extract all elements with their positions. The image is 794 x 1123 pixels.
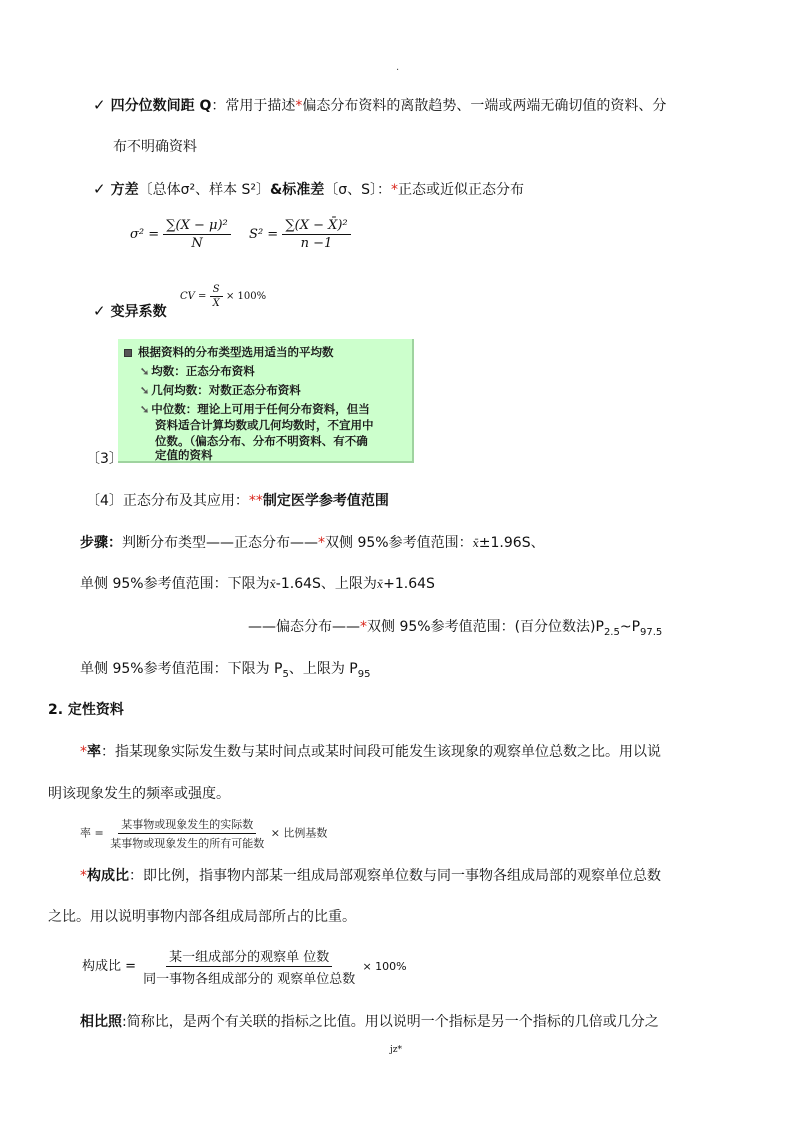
cv-lhs: CV	[180, 291, 195, 302]
steps-text: ~P	[619, 619, 641, 635]
steps-star: *	[360, 619, 367, 635]
iqr-star: *	[295, 98, 303, 114]
figure-item	[140, 382, 301, 398]
check-icon: ✓	[93, 96, 106, 114]
iqr-colon: ：常用于描述	[211, 98, 296, 114]
rate-formula-lhs: 率 =	[80, 826, 104, 840]
ratio-formula-times: × 100%	[362, 960, 407, 973]
steps-text: 单侧 95%参考值范围：下限为 P	[80, 661, 283, 677]
ratio-formula-lhs: 构成比 =	[82, 959, 137, 974]
item-4-line	[86, 491, 389, 511]
arrow-bullet-icon: ➘	[140, 365, 150, 378]
ratio-star: *	[80, 868, 87, 884]
variance-star: *	[391, 182, 398, 198]
figure-item-text: 几何均数：对数正态分布资料	[151, 383, 301, 397]
cv-line	[93, 301, 167, 322]
figure-title-line	[124, 344, 334, 360]
steps-line-4	[80, 659, 370, 679]
arrow-bullet-icon: ➘	[140, 384, 150, 397]
item-3-label: 〔3〕	[86, 451, 123, 467]
ratio-formula-den: 同一事物各组成部分的 观察单位总数	[143, 972, 356, 987]
steps-line-3	[248, 617, 662, 637]
rate-star: *	[80, 744, 87, 760]
ratio-line-1	[80, 866, 661, 886]
formula-s-lhs: S²	[249, 227, 264, 242]
rate-line-2: 明该现象发生的频率或强度。	[48, 786, 230, 802]
steps-text: 判断分布类型——正态分布——	[122, 535, 318, 551]
steps-text: 双侧 95%参考值范围：(百分位数法)P	[367, 619, 604, 635]
rate-desc: ：指某现象实际发生数与某时间点或某时间段可能发生该现象的观察单位总数之比。用以说	[101, 744, 661, 760]
steps-line-1	[80, 533, 545, 554]
relative-label: 相比照	[80, 1014, 122, 1030]
variance-line	[93, 179, 524, 200]
variance-formulas: σ² = $\frac{\text{∑(X − μ)²}}{N}$ S² = $\frac{\text{∑(X − X̄)²}}{n -1}$	[130, 218, 351, 251]
mean-selection-figure	[118, 339, 414, 463]
cv-formula: CV = $\frac{S}{X̄}$ × 100%	[180, 284, 267, 309]
ratio-label: 构成比	[87, 868, 129, 884]
steps-line-2	[80, 574, 435, 595]
iqr-desc-cont: 布不明确资料	[113, 139, 197, 155]
rate-label: 率	[87, 744, 101, 760]
variance-amp: &	[270, 182, 283, 198]
check-icon: ✓	[93, 302, 106, 320]
ratio-formula-num: 某一组成部分的观察单 位数	[166, 946, 332, 967]
cv-fraction	[210, 284, 223, 309]
rate-formula-num: 某事物或现象发生的实际数	[118, 816, 256, 834]
rate-formula-times: × 比例基数	[270, 826, 328, 840]
subscript: 5	[282, 668, 289, 680]
steps-text: ±1.96S、	[478, 535, 545, 551]
rate-formula-den: 某事物或现象发生的所有可能数	[110, 837, 265, 850]
figure-item-cont: 位数。（偏态分布、分布不明资料、有不确	[155, 434, 368, 448]
steps-text: 、上限为 P	[288, 661, 358, 677]
variance-paren: 〔总体σ²、样本 S²〕	[138, 182, 271, 198]
cv-times: × 100%	[225, 291, 267, 302]
formula-sigma-lhs: σ²	[130, 227, 145, 242]
steps-label: 步骤：	[80, 535, 122, 551]
iqr-label: 四分位数间距 Q	[110, 98, 212, 114]
item-4-stars: **	[248, 493, 263, 509]
formula-sigma-den: N	[191, 236, 203, 251]
page-footer: jz*	[390, 1045, 403, 1055]
figure-item	[140, 401, 370, 417]
figure-item-cont: 定值的资料	[155, 448, 213, 462]
xbar-symbol: x̄	[472, 537, 479, 550]
formula-s-den: n −1	[300, 236, 333, 251]
square-bullet-icon	[124, 349, 132, 357]
figure-item-cont: 资料适合计算均数或几何均数时，不宜用中	[155, 418, 374, 432]
figure-item-text: 中位数：理论上可用于任何分布资料，但当	[151, 402, 370, 416]
formula-sigma-num: ∑(X − μ)²	[163, 218, 231, 235]
rate-formula-fraction	[107, 816, 267, 851]
cv-den: X̄	[212, 298, 220, 309]
cv-label: 变异系数	[110, 304, 167, 320]
sd-paren: 〔σ、S〕：	[324, 182, 391, 198]
relative-line	[80, 1012, 659, 1032]
item-4-prefix: 〔4〕正态分布及其应用：	[86, 493, 249, 509]
steps-text: ——偏态分布——	[248, 619, 360, 635]
formula-s-fraction	[282, 218, 350, 251]
formula-sigma-fraction	[163, 218, 231, 251]
steps-text: -1.64S、上限为	[275, 576, 377, 592]
ratio-formula-fraction	[140, 946, 358, 987]
steps-star: *	[318, 535, 325, 551]
figure-item-text: 均数：正态分布资料	[151, 364, 255, 378]
variance-desc: 正态或近似正态分布	[398, 182, 524, 198]
rate-line-1	[80, 742, 661, 762]
variance-label: 方差	[110, 182, 139, 198]
section-2-heading: 2. 定性资料	[48, 702, 124, 718]
ratio-desc: ：即比例，指事物内部某一组成局部观察单位数与同一事物各组成局部的观察单位总数	[129, 868, 661, 884]
check-icon: ✓	[93, 180, 106, 198]
xbar-symbol: x̄	[269, 578, 276, 591]
header-mark: .	[396, 62, 400, 73]
cv-num: S	[210, 284, 223, 297]
iqr-desc: 偏态分布资料的离散趋势、一端或两端无确切值的资料、分	[302, 98, 667, 114]
relative-desc: :简称比，是两个有关联的指标之比值。用以说明一个指标是另一个指标的几倍或几分之	[122, 1014, 659, 1030]
iqr-line	[93, 95, 666, 116]
sd-label: 标准差	[282, 182, 325, 198]
ratio-line-2: 之比。用以说明事物内部各组成局部所占的比重。	[48, 909, 356, 925]
subscript: 97.5	[640, 626, 663, 638]
subscript: 2.5	[603, 626, 620, 638]
rate-formula	[80, 816, 327, 851]
steps-text: 单侧 95%参考值范围：下限为	[80, 576, 270, 592]
ratio-formula	[82, 946, 407, 987]
figure-title: 根据资料的分布类型选用适当的平均数	[138, 345, 334, 359]
steps-text: +1.64S	[383, 576, 435, 592]
figure-item	[140, 363, 255, 379]
arrow-bullet-icon: ➘	[140, 403, 150, 416]
formula-s-num: ∑(X − X̄)²	[282, 218, 350, 235]
item-4-bold: 制定医学参考值范围	[262, 493, 389, 509]
xbar-symbol: x̄	[376, 578, 384, 591]
steps-text: 双侧 95%参考值范围：	[325, 535, 473, 551]
subscript: 95	[357, 668, 371, 680]
